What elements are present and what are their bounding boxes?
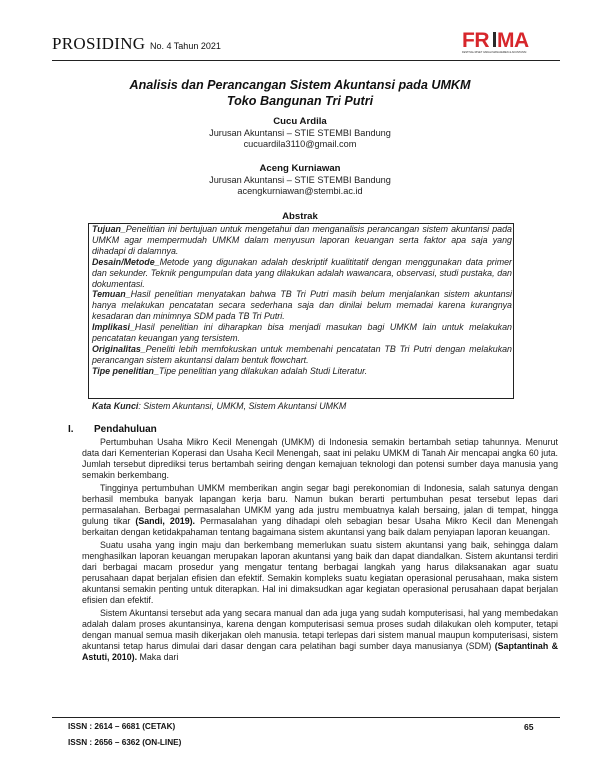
logo-tagline: FESTIVAL RISET ILMIAH MANAJEMEN & AKUNTANSI bbox=[462, 51, 527, 54]
author-affiliation: Jurusan Akuntansi – STIE STEMBI Bandung bbox=[209, 127, 391, 138]
paper-title-line1: Analisis dan Perancangan Sistem Akuntansi pada UMKM bbox=[129, 78, 471, 92]
abstract-originalitas: Originalitas_Peneliti lebih memfokuskan untuk membenahi pencatatan TB Tri Putri dengan melakukan perancangan sistem akuntansi dalam bentuk flowchart. bbox=[92, 343, 512, 365]
abstract-label: Tipe penelitian_ bbox=[92, 365, 159, 376]
abstract-label: Originalitas_ bbox=[92, 343, 146, 354]
abstract-label: Implikasi_ bbox=[92, 322, 135, 333]
page-number: 65 bbox=[524, 722, 534, 732]
author-affiliation: Jurusan Akuntansi – STIE STEMBI Bandung bbox=[209, 174, 391, 185]
journal-header bbox=[52, 34, 221, 54]
abstract-implikasi: Implikasi_Hasil penelitian ini diharapkan bisa menjadi masukan bagi UMKM lain untuk melakukan pencatatan keuangan yang tersistem. bbox=[92, 322, 512, 344]
section-heading bbox=[68, 424, 157, 435]
abstract-tipe: Tipe penelitian_Tipe penelitian yang dilakukan adalah Studi Literatur. bbox=[92, 365, 368, 376]
abstract-temuan: Temuan_Hasil penelitian menyatakan bahwa TB Tri Putri masih belum menjalankan sistem akuntansi hanya melakukan pencatatan secara sederhana saja dan dinilai belum memadai karena kurangnya kesadaran dan minimnya SDM pada TB Tri Putri. bbox=[92, 289, 512, 322]
abstract-desain: Desain/Metode_Metode yang digunakan adalah deskriptif kualititatif dengan menggunakan data primer dan sekunder. Teknik pengumpulan data yang dilakukan adalah wawancara, observasi, studi pustaka, dan dokumentasi. bbox=[92, 256, 512, 289]
paragraph: Pertumbuhan Usaha Mikro Kecil Menengah (UMKM) di Indonesia semakin bertambah setiap tahunnya. Menurut data dari Kementerian Koperasi dan Usaha Kecil Menengah, saat ini pelaku UMKM di Tanah Air mencapai angka 60 juta. Jumlah tersebut diprediksi terus bertambah seiring dengan kemajuan teknologi dan potensi sumber daya manusia yang semakin berkembang. bbox=[82, 437, 558, 480]
footer-divider bbox=[52, 717, 560, 718]
abstract-tujuan: Tujuan_Penelitian ini bertujuan untuk mengetahui dan menganalisis perancangan sistem akuntansi pada UMKM agar mempermudah UMKM dalam menyusun laporan keuangan serta faktor apa saja yang dihadapi di dalamnya. bbox=[92, 224, 512, 256]
citation: (Saptantinah & Astuti, 2010). bbox=[82, 641, 558, 662]
paragraph: Sistem Akuntansi tersebut ada yang secara manual dan ada juga yang sudah komputerisasi, hal yang membedakan adalah dalam proses akuntansinya, karena dengan komputerisasi semua proses sudah dilakukan oleh komputer, tetapi dengan manual semua masih dikerjakan oleh manusia. tetapi terlepas dari sistem manual maupun komputerisasi, sistem akuntansi tetap harus dimulai dari dasar dengan cara pelatihan bagi sumber daya manusianya (SDM) (Saptantinah & Astuti, 2010). Maka dari bbox=[82, 608, 558, 662]
abstract-body bbox=[92, 224, 512, 377]
abstract-label: Tujuan_ bbox=[92, 224, 126, 234]
author-block-1 bbox=[52, 116, 548, 151]
author-email: acengkurniawan@stembi.ac.id bbox=[237, 186, 363, 197]
author-block-2 bbox=[52, 163, 548, 198]
section-number: I. bbox=[68, 424, 74, 435]
svg-text:MA: MA bbox=[497, 29, 529, 52]
author-name: Aceng Kurniawan bbox=[259, 163, 341, 174]
body-text bbox=[82, 437, 558, 665]
journal-name: PROSIDING bbox=[52, 34, 146, 53]
paper-title bbox=[52, 77, 548, 109]
section-title: Pendahuluan bbox=[94, 424, 157, 435]
abstract-heading: Abstrak bbox=[282, 211, 318, 222]
paper-title-line2: Toko Bangunan Tri Putri bbox=[226, 94, 374, 108]
keywords-text: : Sistem Akuntansi, UMKM, Sistem Akuntansi UMKM bbox=[138, 401, 347, 411]
abstract-label: Temuan_ bbox=[92, 289, 131, 300]
author-name: Cucu Ardila bbox=[273, 116, 327, 127]
citation: (Sandi, 2019). bbox=[135, 516, 196, 526]
author-email: cucuardila3110@gmail.com bbox=[243, 139, 357, 150]
keywords bbox=[92, 401, 512, 411]
paragraph: Suatu usaha yang ingin maju dan berkembang memerlukan suatu sistem akuntansi yang baik, sehingga dalam menghasilkan laporan keuangan merupakan laporan akuntansi yang baik dan dapat diandalkan. Sistem akuntansi terdiri dari berbagai macam prosedur yang mengatur tentang berbagai langkah yang harus dilaksanakan agar suatu perusahaan dapat berjalan efisien dan efektif. Semakin kompleks suatu kegiatan operasional perusahaan, maka sistem akuntansi semakin penting untuk diterapkan. Hal ini dimaksudkan agar kegiatan operasional perusahaan dapat berjalan efisien dan efektif. bbox=[82, 540, 558, 605]
abstract-label: Desain/Metode_ bbox=[92, 256, 160, 267]
header-divider bbox=[52, 60, 560, 61]
issn-print: ISSN : 2614 – 6681 (CETAK) bbox=[68, 722, 176, 731]
svg-text:FR: FR bbox=[462, 29, 489, 52]
paragraph: Tingginya pertumbuhan UMKM memberikan angin segar bagi perekonomian di Indonesia, salah satunya dengan berhasil membuka banyak lapangan kerja baru. Namun bukan berarti pertumbuhan pesat tersebut lepas dari permasalahan. Berbagai permasalahan UMKM yang ada justru membuatnya kalah bersaing, jalan di tempat, hingga gulung tikar (Sandi, 2019). Permasalahan yang dihadapi oleh sebagian besar Usaha Mikro Kecil dan Menengah berkaitan dengan ketidakpahaman tentang bagaimana sistem akuntansi yang baik dalam penyiapan laporan keuangan. bbox=[82, 483, 558, 537]
issn-online: ISSN : 2656 – 6362 (ON-LINE) bbox=[68, 738, 182, 747]
frima-logo bbox=[460, 28, 560, 54]
keywords-label: Kata Kunci bbox=[92, 401, 139, 411]
journal-issue: No. 4 Tahun 2021 bbox=[149, 41, 221, 51]
